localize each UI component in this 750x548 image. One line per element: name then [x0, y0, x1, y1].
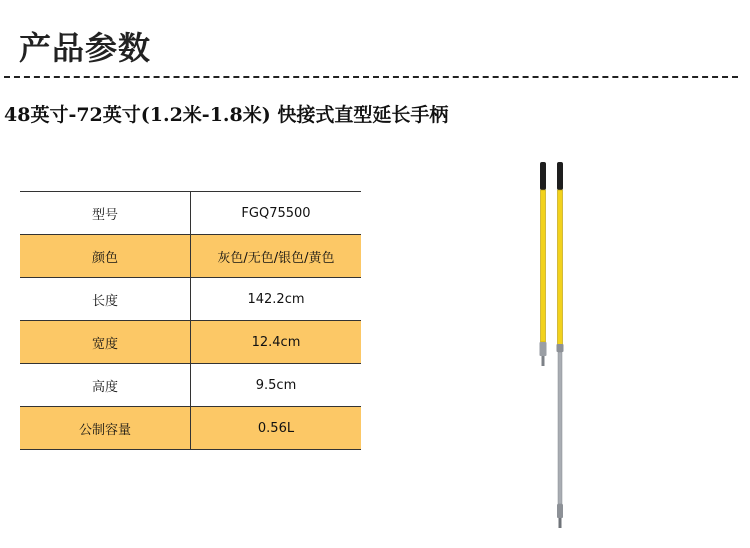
spec-table	[20, 191, 361, 450]
spec-row	[20, 235, 361, 278]
right-pole-collar	[557, 344, 564, 352]
extension-handle-product-image	[522, 158, 582, 530]
right-pole-shaft-yellow	[558, 190, 563, 346]
spec-label: 宽度	[20, 321, 191, 364]
spec-row	[20, 364, 361, 407]
right-pole-grip	[557, 162, 563, 190]
spec-label: 公制容量	[20, 407, 191, 450]
spec-row	[20, 278, 361, 321]
spec-value: 12.4cm	[191, 321, 362, 364]
right-pole-connector	[557, 504, 563, 518]
spec-label: 型号	[20, 192, 191, 235]
spec-value: FGQ75500	[191, 192, 362, 235]
spec-row	[20, 321, 361, 364]
left-pole-shaft	[541, 190, 546, 342]
spec-row	[20, 407, 361, 450]
spec-value: 142.2cm	[191, 278, 362, 321]
spec-label: 颜色	[20, 235, 191, 278]
spec-label: 高度	[20, 364, 191, 407]
left-pole-tip	[542, 356, 545, 366]
spec-value: 0.56L	[191, 407, 362, 450]
spec-label: 长度	[20, 278, 191, 321]
dashed-divider	[4, 76, 738, 78]
page-title: 产品参数	[19, 29, 152, 67]
product-subtitle: 48英寸-72英寸(1.2米-1.8米) 快接式直型延长手柄	[4, 104, 449, 126]
spec-row	[20, 192, 361, 235]
spec-value: 灰色/无色/银色/黄色	[191, 235, 362, 278]
left-pole-grip	[540, 162, 546, 190]
right-pole-tip	[559, 518, 562, 528]
right-pole-shaft-silver	[558, 352, 562, 504]
left-pole-connector	[540, 342, 547, 356]
spec-value: 9.5cm	[191, 364, 362, 407]
